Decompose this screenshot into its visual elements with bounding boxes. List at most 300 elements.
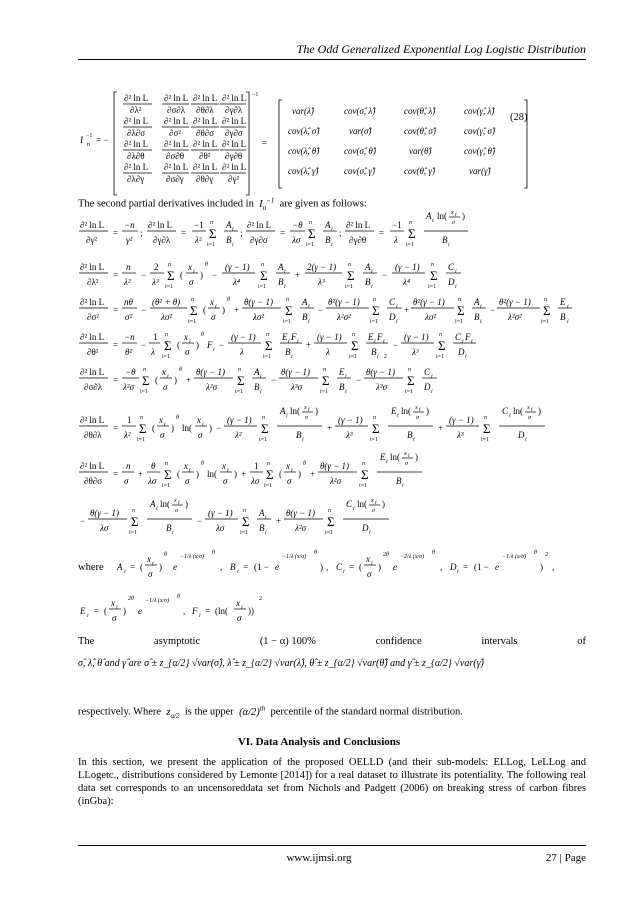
svg-text:n: n <box>126 461 131 471</box>
asymptotic-word-5: intervals <box>481 636 518 647</box>
svg-text:): ) <box>200 270 203 280</box>
svg-text:i: i <box>455 212 457 218</box>
svg-text:2: 2 <box>384 354 387 360</box>
svg-text:i=1: i=1 <box>259 437 268 443</box>
svg-text:(: ( <box>104 606 107 616</box>
svg-text:λ³: λ³ <box>346 430 353 440</box>
svg-text:E: E <box>368 332 374 342</box>
svg-text:i=1: i=1 <box>481 437 490 443</box>
svg-text:+: + <box>306 340 312 350</box>
svg-text:ln(: ln( <box>160 499 170 509</box>
svg-text:i: i <box>241 605 243 611</box>
svg-text:n: n <box>143 367 146 373</box>
svg-text:Σ: Σ <box>457 303 465 318</box>
svg-text:): ) <box>415 452 418 462</box>
svg-text:i: i <box>396 319 398 325</box>
svg-text:(: ( <box>177 340 180 350</box>
svg-text:λ²σ²: λ²σ² <box>508 312 522 322</box>
svg-text:θ²(γ − 1): θ²(γ − 1) <box>499 297 531 307</box>
svg-text:): ) <box>298 469 301 479</box>
derivatives-line-2 <box>79 262 461 290</box>
svg-text:−: − <box>356 375 362 385</box>
svg-text:i: i <box>509 413 511 419</box>
svg-text:−: − <box>216 423 222 433</box>
svg-text:(: ( <box>180 270 183 280</box>
svg-text:∂² ln L: ∂² ln L <box>193 139 218 149</box>
svg-text:∂γ∂θ: ∂γ∂θ <box>225 151 243 161</box>
svg-text:cov(σ̂, λ̂): cov(σ̂, λ̂) <box>344 106 376 116</box>
svg-text:θ(γ − 1): θ(γ − 1) <box>244 297 274 307</box>
svg-text:∂² ln L: ∂² ln L <box>148 220 173 230</box>
svg-text:n: n <box>348 262 351 268</box>
svg-text:λ²σ: λ²σ <box>330 476 342 486</box>
svg-text:(γ − 1): (γ − 1) <box>395 262 420 272</box>
svg-text:)): )) <box>248 606 254 616</box>
svg-text:A: A <box>426 211 432 221</box>
svg-text:B: B <box>296 430 302 440</box>
svg-text:i: i <box>199 613 201 619</box>
svg-text:cov(γ̂, λ̂): cov(γ̂, λ̂) <box>464 106 495 116</box>
svg-text:A: A <box>226 220 232 230</box>
svg-text:): ) <box>196 469 199 479</box>
svg-text:∂² ln L: ∂² ln L <box>222 162 247 172</box>
svg-text:∂² ln L: ∂² ln L <box>164 139 189 149</box>
svg-text:i: i <box>408 453 410 459</box>
svg-text:∂² ln L: ∂² ln L <box>247 220 272 230</box>
svg-text:λ³: λ³ <box>318 277 325 287</box>
svg-text:Σ: Σ <box>265 338 273 353</box>
svg-text:σ²: σ² <box>125 312 133 322</box>
svg-text:i=1: i=1 <box>370 437 379 443</box>
svg-text:Σ: Σ <box>408 226 416 241</box>
svg-text:i: i <box>465 354 467 360</box>
svg-text:x: x <box>174 498 177 504</box>
derivatives-line-7 <box>79 451 422 489</box>
svg-text:λ²: λ² <box>195 235 202 245</box>
svg-text:1: 1 <box>254 461 259 471</box>
svg-text:i=1: i=1 <box>359 483 368 489</box>
svg-text:): ) <box>209 423 212 433</box>
svg-text:C: C <box>455 332 462 342</box>
svg-text:∂² ln L: ∂² ln L <box>164 116 189 126</box>
svg-text:∂λ∂θ: ∂λ∂θ <box>127 151 145 161</box>
definitions-line-1 <box>116 550 554 579</box>
svg-text:i: i <box>462 339 464 345</box>
svg-text:λ⁴: λ⁴ <box>233 277 241 287</box>
svg-text:∂² ln L: ∂² ln L <box>80 367 105 377</box>
svg-text:i: i <box>431 374 433 380</box>
svg-text:θ(γ − 1): θ(γ − 1) <box>320 461 350 471</box>
svg-text:∂² ln L: ∂² ln L <box>80 297 105 307</box>
svg-text:i=1: i=1 <box>406 242 415 248</box>
svg-text:i=1: i=1 <box>320 389 329 395</box>
svg-text:x: x <box>162 367 166 377</box>
svg-text:Σ: Σ <box>543 303 551 318</box>
svg-text:∂² ln L: ∂² ln L <box>222 93 247 103</box>
svg-text:B: B <box>254 382 260 392</box>
svg-text:Σ: Σ <box>327 514 335 529</box>
svg-text:i: i <box>167 374 169 380</box>
svg-text:n: n <box>323 367 326 373</box>
svg-text:∂² ln L: ∂² ln L <box>124 139 149 149</box>
svg-text:λσ: λσ <box>292 235 301 245</box>
inverse-information-matrix <box>79 92 527 195</box>
svg-text:i=1: i=1 <box>349 354 358 360</box>
svg-text:σ: σ <box>198 430 203 440</box>
svg-text:θ: θ <box>151 461 156 471</box>
svg-text:nθ: nθ <box>124 297 133 307</box>
svg-text:i=1: i=1 <box>207 242 216 248</box>
svg-text:n: n <box>544 297 547 303</box>
derivatives-line-4 <box>79 332 476 360</box>
svg-text:n: n <box>408 367 411 373</box>
svg-text:σ: σ <box>148 569 153 579</box>
asymptotic-word-3: (1 − α) 100% <box>259 636 316 647</box>
svg-text:Σ: Σ <box>167 268 175 283</box>
footer-page-number: 27 | Page <box>545 852 586 864</box>
footer-rule <box>78 845 586 846</box>
svg-text:Σ: Σ <box>261 421 269 436</box>
svg-text:(γ − 1): (γ − 1) <box>404 332 429 342</box>
svg-text:θ: θ <box>534 550 537 556</box>
svg-text:Σ: Σ <box>372 303 380 318</box>
svg-text:+: + <box>327 423 333 433</box>
svg-text:λ²σ: λ²σ <box>206 382 218 392</box>
svg-text:=: = <box>243 562 249 572</box>
svg-text:(γ − 1): (γ − 1) <box>317 332 342 342</box>
svg-text:x: x <box>527 405 530 411</box>
svg-text:=: = <box>205 606 211 616</box>
svg-text:θ²: θ² <box>125 347 133 357</box>
svg-text:ln(: ln( <box>437 211 447 221</box>
svg-text:F: F <box>377 332 383 342</box>
svg-text:=: = <box>113 228 119 238</box>
svg-text:B: B <box>371 347 377 357</box>
svg-text:θ: θ <box>432 550 435 556</box>
svg-text:Σ: Σ <box>190 303 198 318</box>
svg-text:): ) <box>159 562 162 572</box>
svg-text:−: − <box>271 375 277 385</box>
svg-text:−: − <box>141 340 147 350</box>
svg-text:): ) <box>185 499 188 509</box>
svg-text:∂σ²: ∂σ² <box>87 312 99 322</box>
svg-text:−1: −1 <box>86 133 93 139</box>
svg-text:n: n <box>409 220 412 226</box>
svg-text:B: B <box>365 277 371 287</box>
svg-text:i=1: i=1 <box>240 530 249 536</box>
svg-text:θ²(γ − 1): θ²(γ − 1) <box>413 297 445 307</box>
second-partial-intro: The second partial derivatives included in <box>78 198 254 210</box>
svg-text:=: = <box>113 423 119 433</box>
svg-text:θ²(γ − 1): θ²(γ − 1) <box>328 297 360 307</box>
svg-text:∂² ln L: ∂² ln L <box>164 162 189 172</box>
svg-text:+: + <box>138 469 144 479</box>
svg-text:n: n <box>431 262 434 268</box>
svg-text:F: F <box>207 340 213 350</box>
svg-text:θ(γ − 1): θ(γ − 1) <box>286 508 316 518</box>
svg-text:θ(γ − 1): θ(γ − 1) <box>281 367 311 377</box>
svg-text:i=1: i=1 <box>428 284 437 290</box>
svg-text:B: B <box>442 235 448 245</box>
svg-text:i: i <box>308 407 310 413</box>
svg-text:σ: σ <box>189 277 194 287</box>
svg-text:n: n <box>362 461 365 467</box>
svg-text:i: i <box>371 561 373 567</box>
svg-text:i: i <box>265 530 267 536</box>
svg-text:i: i <box>371 284 373 290</box>
svg-text:θ(γ − 1): θ(γ − 1) <box>366 367 396 377</box>
svg-text:θ: θ <box>179 367 182 373</box>
svg-text:1: 1 <box>127 415 132 425</box>
svg-text:x: x <box>236 598 240 608</box>
svg-text:x: x <box>371 498 374 504</box>
svg-text:Σ: Σ <box>322 373 330 388</box>
svg-text:n: n <box>165 461 168 467</box>
svg-text:B: B <box>278 277 284 287</box>
svg-text:=: = <box>113 305 119 315</box>
svg-text:i: i <box>413 437 415 443</box>
svg-text:D: D <box>448 277 455 287</box>
svg-text:i=1: i=1 <box>345 284 354 290</box>
svg-text:B: B <box>226 235 232 245</box>
svg-text:,: , <box>220 562 223 572</box>
svg-text:Σ: Σ <box>131 514 139 529</box>
svg-text:E: E <box>282 332 288 342</box>
svg-text:i: i <box>396 304 398 310</box>
svg-text:=: = <box>463 562 469 572</box>
inverse-information-symbol: $I_n^{-1}$ <box>256 196 275 212</box>
svg-text:F: F <box>465 332 471 342</box>
svg-text:cov(θ̂, λ̂): cov(θ̂, λ̂) <box>404 106 436 116</box>
svg-text:Σ: Σ <box>285 303 293 318</box>
svg-text:∂θ∂σ: ∂θ∂σ <box>196 128 215 138</box>
section-heading: VI. Data Analysis and Conclusions <box>237 736 401 748</box>
svg-text:=: = <box>262 138 268 148</box>
svg-text:−: − <box>318 305 324 315</box>
svg-text:λσ: λσ <box>148 476 157 486</box>
respectively-c: percentile of the standard normal distribution. <box>270 706 463 718</box>
svg-text:i: i <box>116 605 118 611</box>
section-paragraph: In this section, we present the application of the proposed OELLD (and their sub-models: ELLog, LeLLog and LLogetc., distributions considered by Lemonte [2014]) for a real dataset to illustrate its potentiality. The following real data set corresponds to an uncensoreddata set from Nichols and Padgett (2006) on breaking stress of carbon fibres (inGba): <box>78 757 586 807</box>
svg-text:=: = <box>181 228 187 238</box>
svg-text:ln(: ln( <box>401 406 411 416</box>
svg-text:E: E <box>380 452 386 462</box>
svg-text:B: B <box>560 312 566 322</box>
svg-text:i=1: i=1 <box>258 284 267 290</box>
svg-text:Σ: Σ <box>351 338 359 353</box>
svg-text:σ: σ <box>185 476 190 486</box>
svg-text:−θ: −θ <box>125 367 136 377</box>
svg-text:−θ: −θ <box>292 220 303 230</box>
where-label: where <box>78 562 104 573</box>
svg-text:B: B <box>230 562 236 572</box>
second-partial-intro-line <box>78 196 367 212</box>
svg-text:x: x <box>415 405 418 411</box>
svg-text:): ) <box>174 375 177 385</box>
svg-text:∂² ln L: ∂² ln L <box>80 461 105 471</box>
svg-text:2: 2 <box>259 596 262 602</box>
svg-text:−n: −n <box>124 332 135 342</box>
svg-text:): ) <box>382 499 385 509</box>
svg-text:E: E <box>391 406 397 416</box>
svg-text:): ) <box>123 606 126 616</box>
svg-text:x: x <box>184 461 188 471</box>
svg-text:λ²: λ² <box>124 430 131 440</box>
svg-text:i=1: i=1 <box>129 530 138 536</box>
svg-text:A: A <box>254 367 260 377</box>
svg-text:∂γ∂θ: ∂γ∂θ <box>349 235 367 245</box>
svg-text:∂² ln L: ∂² ln L <box>346 220 371 230</box>
svg-text:∂σ∂λ: ∂σ∂λ <box>167 105 186 115</box>
svg-text:λσ²: λσ² <box>161 312 173 322</box>
svg-text:x: x <box>184 332 188 342</box>
svg-text:2θ: 2θ <box>383 552 389 558</box>
svg-text:n: n <box>286 297 289 303</box>
svg-text:i=1: i=1 <box>541 319 550 325</box>
svg-text:;: ; <box>339 228 342 238</box>
svg-text:λ³: λ³ <box>457 430 464 440</box>
svg-text:I: I <box>80 135 83 145</box>
svg-text:B: B <box>339 382 345 392</box>
svg-text:i=1: i=1 <box>306 242 315 248</box>
svg-text:∂λ²: ∂λ² <box>130 105 142 115</box>
svg-text:i=1: i=1 <box>165 284 174 290</box>
svg-text:A: A <box>259 508 265 518</box>
svg-text:i: i <box>297 339 299 345</box>
svg-text:i: i <box>260 374 262 380</box>
svg-text:−: − <box>197 516 203 526</box>
derivatives-line-6 <box>79 405 545 443</box>
definitions-line-2 <box>79 594 262 623</box>
svg-text:(1 −: (1 − <box>254 562 269 572</box>
svg-text:i: i <box>567 304 569 310</box>
svg-text:+: + <box>276 516 282 526</box>
svg-text:i: i <box>302 437 304 443</box>
svg-text:λ²σ²: λ²σ² <box>337 312 351 322</box>
second-partial-tail: are given as follows: <box>279 198 367 210</box>
svg-text:2θ: 2θ <box>128 596 134 602</box>
svg-text:D: D <box>389 312 396 322</box>
svg-text:F: F <box>291 332 297 342</box>
svg-text:): ) <box>171 423 174 433</box>
svg-text:,: , <box>183 606 186 616</box>
svg-text:−2/λ (x/σ): −2/λ (x/σ) <box>400 554 425 560</box>
svg-text:i: i <box>291 468 293 474</box>
svg-text:∂² ln L: ∂² ln L <box>222 139 247 149</box>
svg-text:Σ: Σ <box>142 373 150 388</box>
svg-text:i: i <box>386 459 388 465</box>
svg-text:λ⁴: λ⁴ <box>403 277 411 287</box>
svg-text:i=1: i=1 <box>235 389 244 395</box>
svg-text:A: A <box>280 406 286 416</box>
svg-text:): ) <box>320 562 323 572</box>
svg-text:σ: σ <box>112 613 117 623</box>
svg-text:i: i <box>284 269 286 275</box>
svg-text:n: n <box>126 262 131 272</box>
svg-text:−1: −1 <box>392 220 402 230</box>
svg-text:x: x <box>210 297 214 307</box>
svg-text:+: + <box>234 305 240 315</box>
svg-text:=: = <box>280 228 286 238</box>
svg-text:C: C <box>346 499 353 509</box>
svg-text:+: + <box>186 375 192 385</box>
svg-text:−1/λ (x/σ): −1/λ (x/σ) <box>282 554 307 560</box>
svg-text:i: i <box>374 339 376 345</box>
svg-text:=: = <box>130 562 136 572</box>
svg-text:e: e <box>495 562 499 572</box>
svg-text:Σ: Σ <box>260 268 268 283</box>
svg-text:A: A <box>325 220 331 230</box>
svg-text:Σ: Σ <box>266 467 274 482</box>
svg-text:C: C <box>336 562 343 572</box>
svg-text:∂² ln L: ∂² ln L <box>124 162 149 172</box>
svg-text:i: i <box>124 569 126 575</box>
asymptotic-line <box>78 636 586 647</box>
svg-text:∂λ∂σ: ∂λ∂σ <box>127 128 146 138</box>
svg-text:n: n <box>328 508 331 514</box>
svg-text:;: ; <box>140 228 143 238</box>
svg-text:+: + <box>438 423 444 433</box>
svg-text:i=1: i=1 <box>264 483 273 489</box>
svg-text:D: D <box>450 562 457 572</box>
svg-text:i: i <box>265 515 267 521</box>
svg-text:ln(: ln( <box>390 452 400 462</box>
svg-text:i: i <box>331 242 333 248</box>
svg-text:var(γ̂): var(γ̂) <box>469 166 491 176</box>
svg-text:Σ: Σ <box>483 421 491 436</box>
svg-text:n: n <box>266 332 269 338</box>
svg-text:∂² ln L: ∂² ln L <box>193 93 218 103</box>
svg-text:Σ: Σ <box>430 268 438 283</box>
svg-text:θ: θ <box>314 550 317 556</box>
svg-text:−n: −n <box>124 220 135 230</box>
svg-text:i: i <box>369 530 371 536</box>
svg-text:∂θ²: ∂θ² <box>199 151 211 161</box>
svg-text:∂θ∂γ: ∂θ∂γ <box>196 174 214 184</box>
svg-text:(: ( <box>203 305 206 315</box>
svg-text:cov(σ̂, θ̂): cov(σ̂, θ̂) <box>344 146 376 156</box>
svg-text:σ: σ <box>367 569 372 579</box>
svg-text:;: ; <box>240 228 243 238</box>
svg-text:σ: σ <box>305 415 308 421</box>
respectively-a: respectively. Where <box>78 706 162 718</box>
svg-text:=: = <box>113 375 119 385</box>
svg-text:ln(: ln( <box>513 406 523 416</box>
svg-text:i: i <box>260 389 262 395</box>
svg-text:(: ( <box>140 562 143 572</box>
equation-number: (28) <box>510 112 528 123</box>
svg-text:n: n <box>373 415 376 421</box>
svg-text:n: n <box>458 297 461 303</box>
svg-text:(θ² + θ): (θ² + θ) <box>152 297 181 307</box>
svg-text:n: n <box>165 332 168 338</box>
svg-text:e: e <box>138 606 142 616</box>
svg-text:i: i <box>480 304 482 310</box>
svg-text:−: − <box>219 340 225 350</box>
svg-text:=: = <box>113 270 119 280</box>
svg-text:θ: θ <box>212 550 215 556</box>
svg-text:σ: σ <box>416 415 419 421</box>
svg-text:n: n <box>373 297 376 303</box>
svg-text:=: = <box>113 340 119 350</box>
svg-text:i=1: i=1 <box>283 319 292 325</box>
svg-text:i: i <box>172 530 174 536</box>
svg-text:): ) <box>196 340 199 350</box>
svg-text:−1: −1 <box>194 220 204 230</box>
svg-text:x: x <box>159 415 163 425</box>
svg-text:): ) <box>234 469 237 479</box>
svg-text:A: A <box>117 562 123 572</box>
